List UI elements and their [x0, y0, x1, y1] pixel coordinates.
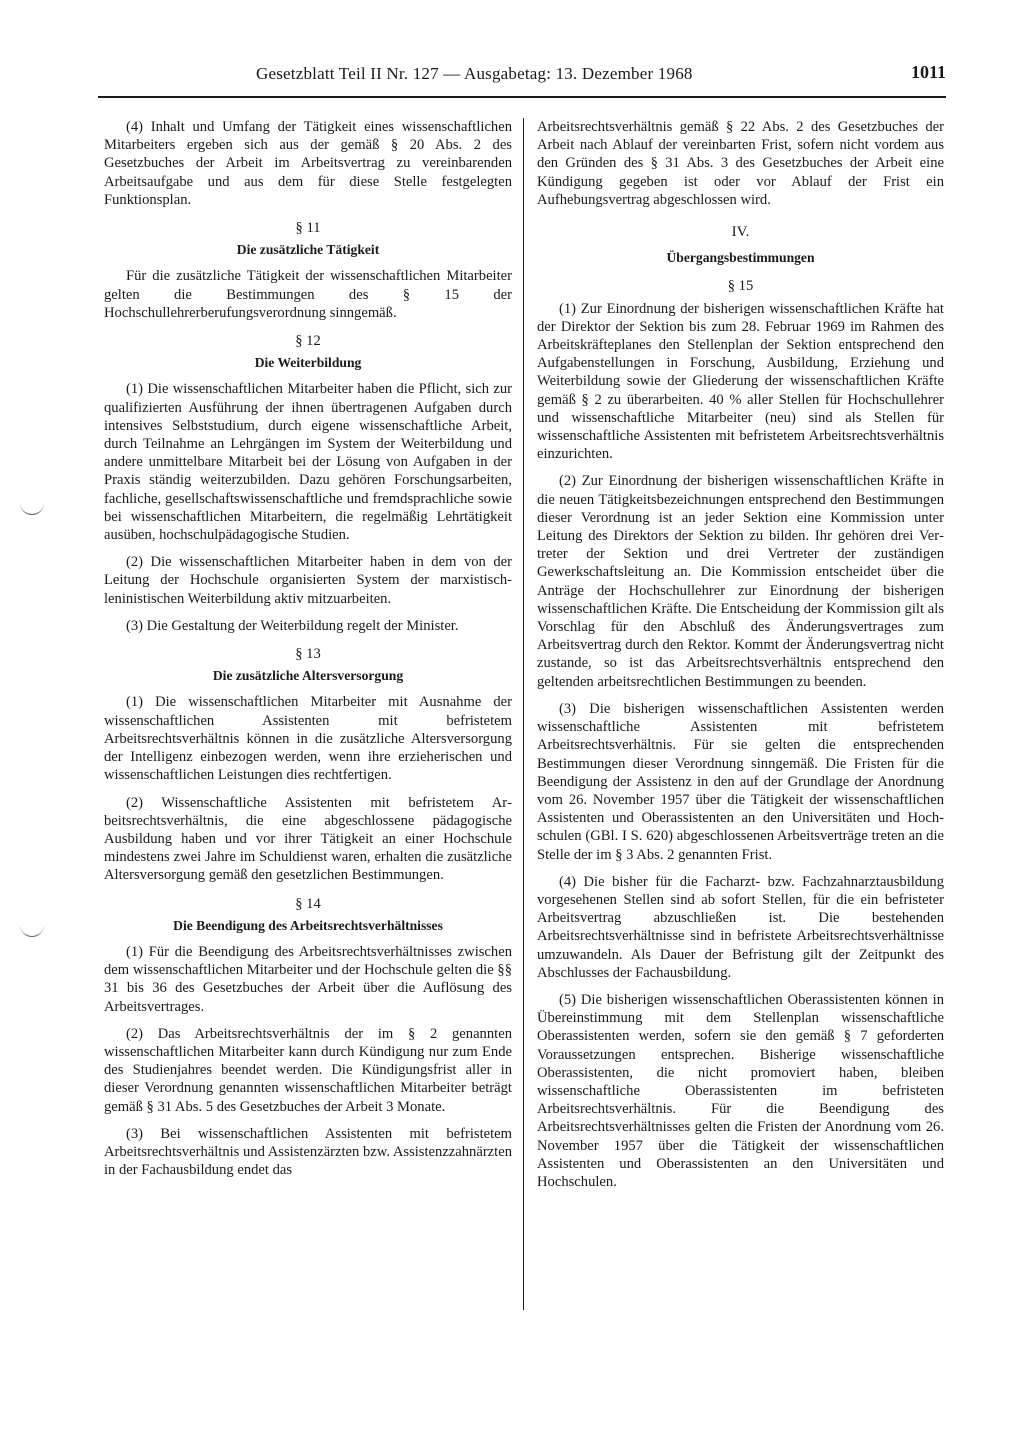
paragraph: (1) Zur Einordnung der bisherigen wissenschaftlichen Kräfte hat der Direktor der Sektion bis zum 28. Februar 1969 im Rahmen des Arbeitskräfteplanes den Stellenplan der Sektion entsprechend den Aufgabenstellungen in Forschung, Ausbildung, Erziehung und Weiterbildung sowie der Gliederung der wissenschaftlichen Kräfte gemäß § 2 zu überarbeiten. 40 % aller Stellen für Hochschullehrer und wissenschaftliche Mitarbeiter (neu) sind als Stellen für wissenschaftliche Assistenten mit befristetem Arbeitsrechtsverhältnis einzurichten. [537, 300, 944, 463]
left-column [104, 118, 512, 1188]
paragraph: (2) Wissenschaftliche Assistenten mit befristetem Arbeitsrechtsverhältnis, die eine abgeschlossene pädagogische Ausbildung haben und vor ihrer Tätigkeit an einer Hochschule mindestens zwei Jahre im Schuldienst waren, erhalten die zusätzliche Altersversorgung gemäß den gesetzlichen Bestimmungen. [104, 794, 512, 884]
chapter-number: IV. [731, 224, 750, 241]
margin-mark [20, 924, 44, 937]
paragraph: Arbeitsrechtsverhältnis gemäß § 22 Abs. 2 des Gesetzbuches der Arbeit nach Ablauf der vereinbarten Frist, sofern nicht vordem aus den Gründen des § 31 Abs. 3 des Gesetzbuches der Arbeit eine Kündigung gegeben ist oder vor Ablauf der Frist ein Aufhebungsvertrag abgeschlossen wird. [537, 119, 944, 208]
paragraph: (2) Die wissenschaftlichen Mitarbeiter haben in dem von der Leitung der Hochschule organisierten System der marxistisch-leninistischen Weiterbildung aktiv mitzuarbeiten. [104, 554, 512, 607]
margin-mark [20, 502, 44, 515]
section-title: Die Weiterbildung [254, 355, 362, 371]
section-title: Die zusätzliche Altersversorgung [212, 668, 404, 684]
paragraph: Für die zusätzliche Tätigkeit der wissenschaftlichen Mitarbeiter gelten die Bestimmungen des § 15 der Hochschullehrerberufungsverordnung sinngemäß. [104, 268, 512, 321]
column-divider [523, 118, 524, 1310]
chapter-title: Übergangsbestimmungen [666, 250, 815, 266]
section-number: § 12 [295, 333, 321, 350]
right-column [537, 118, 944, 1200]
paragraph: (1) Die wissenschaftlichen Mitarbeiter mit Ausnahme der wissenschaftlichen Assistenten mit befristetem Arbeitsrechtsverhältnis können in die zusätzliche Altersversorgung der Intelligenz einbezogen werden, wenn ihre erzieherischen und wissenschaftlichen Leistungen dies rechtfertigen. [104, 694, 512, 784]
section-number: § 13 [295, 646, 321, 663]
paragraph: (3) Die bisherigen wissenschaftlichen Assistenten werden wissenschaftliche Assistenten mit befristetem Arbeitsrechtsverhältnis. Für sie gelten die entsprechenden Bestimmungen dieser Verordnung sinngemäß. Die Fristen für die Beendigung der Assistenz in den auf der Grundlage der Anordnung vom 26. November 1957 über die Tätigkeit der wissenschaftlichen Assistenten und Oberassistenten an den Universitäten und Hochschulen (GBl. I S. 620) abgeschlossenen Arbeitsverträge treten an die Stelle der im § 3 Abs. 2 genannten Frist. [537, 700, 944, 863]
header-title: Gesetzblatt Teil II Nr. 127 — Ausgabetag: 13. Dezember 1968 [256, 64, 693, 83]
page-header [98, 60, 946, 98]
section-title: Die zusätzliche Tätigkeit [236, 242, 380, 258]
paragraph: (5) Die bisherigen wissenschaftlichen Oberassistenten können in Übereinstimmung mit dem Stellenplan wissenschaftliche Oberassistenten werden, sofern sie den gemäß § 7 geforderten Voraussetzungen entsprechen. Bisherige wissenschaftliche Oberassistenten, die nicht promoviert haben, bleiben wissenschaftliche Oberassistenten im befristeten Arbeitsrechtsverhältnis. Für die Beendigung des Arbeitsrechtsverhältnisses gelten die Fristen der Anordnung vom 26. November 1957 über die Tätigkeit der wissenschaftlichen Assistenten und Oberassistenten an den Universitäten und Hochschulen. [537, 991, 944, 1190]
paragraph: (2) Das Arbeitsrechtsverhältnis der im § 2 genannten wissenschaftlichen Mitarbeiter kann durch Kündigung nur zum Ende des Studienjahres beendet werden. Die Kündigungsfrist aller in dieser Verordnung genannten wissenschaftlichen Mitarbeiter beträgt gemäß § 31 Abs. 5 des Gesetzbuches der Arbeit 3 Monate. [104, 1025, 512, 1115]
paragraph: (4) Die bisher für die Facharzt- bzw. Fachzahnarztausbildung vorgesehenen Stellen sind ab sofort Stellen, für die ein befristeter Arbeitsvertrag abzuschließen ist. Die bestehenden Arbeitsrechtsverhältnisse sind in befristete Arbeitsrechtsverhältnisse umzuwandeln. Als Dauer der Befristung gilt der Zeitpunkt des Abschlusses der Fachausbildung. [537, 873, 944, 981]
paragraph: (4) Inhalt und Umfang der Tätigkeit eines wissenschaftlichen Mitarbeiters ergeben sich aus der gemäß § 20 Abs. 2 des Gesetzbuches der Arbeit im Arbeitsvertrag zu vereinbarenden Arbeitsaufgabe und aus dem für diese Stelle festgelegten Funktionsplan. [104, 119, 512, 208]
paragraph: (1) Die wissenschaftlichen Mitarbeiter haben die Pflicht, sich zur qualifizierten Ausführung der ihnen übertragenen Aufgaben durch intensives Selbststudium, durch eigene wissenschaftliche Arbeit, durch Teilnahme an Lehrgängen im System der Weiterbildung und andere unmittelbare Mitarbeit bei der Lösung von Aufgaben in der Praxis ständig weiterzubilden. Dazu gehören Forschungsarbeiten, fachliche, gesellschaftswissenschaftliche und fremdsprachliche sowie bei wissenschaftlichen Mitarbeitern, die regelmäßig Lehrtätigkeit ausüben, hochschulpädagogische Studien. [104, 381, 512, 544]
paragraph: (3) Bei wissenschaftlichen Assistenten mit befristetem Arbeitsrechtsverhältnis und Assistenzärzten bzw. Assistenzzahnärzten in der Fachausbildung endet das [104, 1125, 512, 1179]
section-number: § 11 [295, 220, 321, 237]
section-title: Die Beendigung des Arbeitsrechtsverhältnisses [173, 917, 443, 933]
section-number: § 15 [727, 278, 754, 295]
paragraph: (3) Die Gestaltung der Weiterbildung regelt der Minister. [126, 617, 459, 634]
section-number: § 14 [295, 895, 321, 912]
paragraph: (1) Für die Beendigung des Arbeitsrechtsverhältnisses zwischen dem wissenschaftlichen Mitarbeiter und der Hochschule gelten die §§ 31 bis 36 des Gesetzbuches der Arbeit über die Auflösung des Arbeitsvertrages. [104, 943, 512, 1015]
paragraph: (2) Zur Einordnung der bisherigen wissenschaftlichen Kräfte in die neuen Tätigkeitsbezeichnungen entsprechend den Bestimmungen dieser Verordnung ist an jeder Sektion eine Kommission unter Leitung des Direktors der Sektion zu bilden. Ihr gehören drei Vertreter der Sektion und drei Vertreter der zuständigen Gewerkschaftsleitung an. Die Kommission entscheidet über die Anträge der Hochschullehrer zur Einordnung der bisherigen wissenschaftlichen Kräfte. Die Entscheidung der Kommission gilt als Vorschlag für den Abschluß des Änderungsvertrages zum Arbeitsvertrag durch den Rektor. Kommt der Änderungsvertrag nicht zustande, so ist das Arbeitsrechtsverhältnis entsprechend den geltenden arbeitsrechtlichen Bestimmungen zu beenden. [537, 473, 944, 690]
page-number: 1011 [910, 62, 946, 82]
